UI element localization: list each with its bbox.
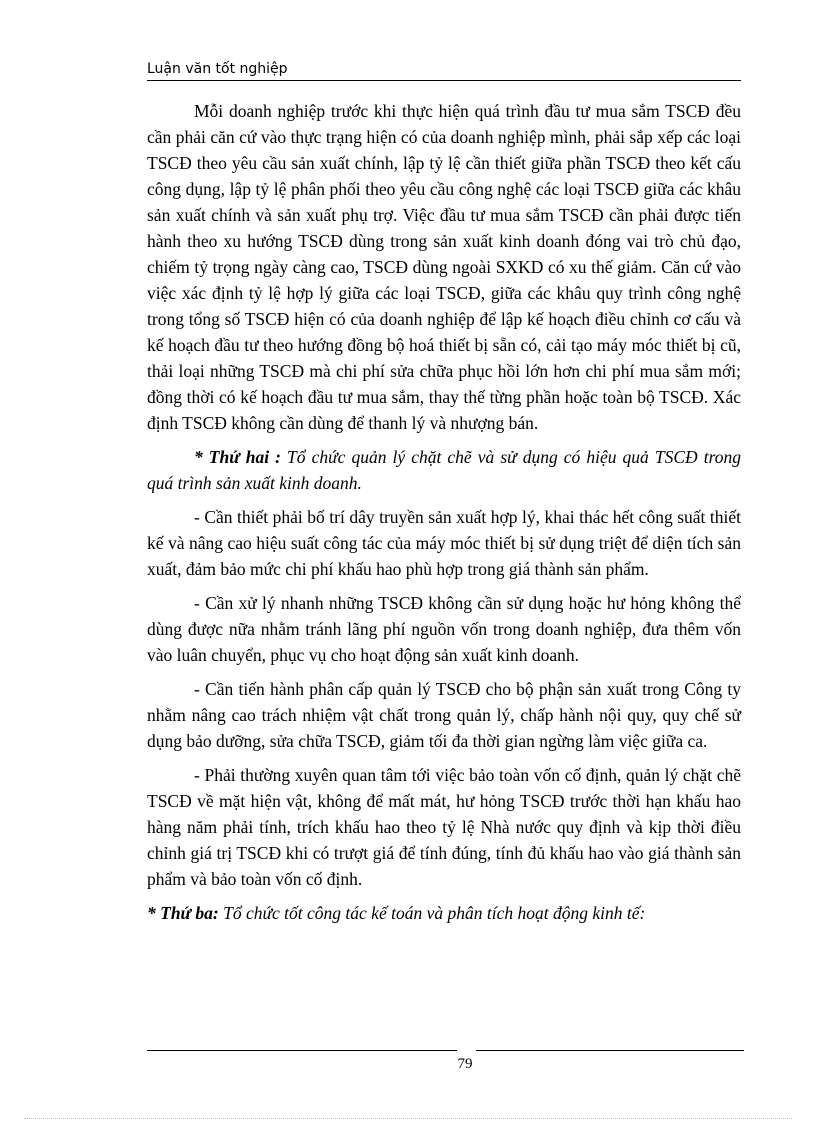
paragraph-bullet-4: - Phải thường xuyên quan tâm tới việc bảo toàn vốn cố định, quản lý chặt chẽ TSCĐ về mặt hiện vật, không để mất mát, hư hỏng TSCĐ trước thời hạn khấu hao hàng năm phải tính, trích khấu hao theo tỷ lệ Nhà nước quy định và kịp thời điều chỉnh giá trị TSCĐ khi có trượt giá để tính đúng, tính đủ khấu hao vào giá thành sản phẩm và bảo toàn vốn cố định. [147,765,741,889]
footer-rule-left [147,1050,457,1051]
page-number: 79 [457,1056,473,1072]
document-body [147,98,741,926]
section-heading-text: Tổ chức tốt công tác kế toán và phân tích hoạt động kinh tế: [218,903,646,923]
paragraph-intro: Mỗi doanh nghiệp trước khi thực hiện quá trình đầu tư mua sắm TSCĐ đều cần phải căn cứ vào thực trạng hiện có của doanh nghiệp mình, phải sắp xếp các loại TSCĐ theo yêu cầu sản xuất chính, lập tỷ lệ cần thiết giữa phần TSCĐ theo kết cấu công dụng, lập tỷ lệ phân phối theo yêu cầu công nghệ các loại TSCĐ giữa các khâu sản xuất chính và sản xuất phụ trợ. Việc đầu tư mua sắm TSCĐ cần phải được tiến hành theo xu hướng TSCĐ dùng trong sản xuất kinh doanh đóng vai trò chủ đạo, chiếm tỷ trọng ngày càng cao, TSCĐ dùng ngoài SXKD có xu thế giảm. Căn cứ vào việc xác định tỷ lệ hợp lý giữa các loại TSCĐ, giữa các khâu quy trình công nghệ trong tổng số TSCĐ hiện có của doanh nghiệp để lập kế hoạch điều chỉnh cơ cấu và kế hoạch đầu tư theo hướng đồng bộ hoá thiết bị sẵn có, cải tạo máy móc thiết bị cũ, thải loại những TSCĐ mà chi phí sửa chữa phục hồi lớn hơn chi phí mua sắm mới; đồng thời có kế hoạch đầu tư mua sắm, thay thế từng phần hoặc toàn bộ TSCĐ. Xác định TSCĐ không cần dùng để thanh lý và nhượng bán. [147,101,741,433]
page-bottom-divider [24,1118,792,1119]
running-header: Luận văn tốt nghiệp [147,60,741,81]
section-heading-text: Tổ chức quản lý chặt chẽ và sử dụng có hiệu quả TSCĐ trong quá trình sản xuất kinh doanh. [147,447,741,493]
paragraph-thu-ba [147,900,741,926]
paragraph-bullet-2: - Cần xử lý nhanh những TSCĐ không cần sử dụng hoặc hư hỏng không thể dùng được nữa nhằm tránh lãng phí nguồn vốn trong doanh nghiệp, đưa thêm vốn vào luân chuyển, phục vụ cho hoạt động sản xuất kinh doanh. [147,593,741,665]
paragraph-bullet-1: - Cần thiết phải bố trí dây truyền sản xuất hợp lý, khai thác hết công suất thiết kế và nâng cao hiệu suất công tác của máy móc thiết bị sử dụng triệt để diện tích sản xuất, đảm bảo mức chi phí khấu hao phù hợp trong giá thành sản phẩm. [147,507,741,579]
section-lead: * Thứ ba: [147,903,219,923]
footer-rule-right [476,1050,744,1051]
paragraph-thu-hai [147,444,741,496]
paragraph-bullet-3: - Cần tiến hành phân cấp quản lý TSCĐ cho bộ phận sản xuất trong Công ty nhằm nâng cao trách nhiệm vật chất trong quản lý, chấp hành nội quy, quy chế sử dụng bảo dưỡng, sửa chữa TSCĐ, giảm tối đa thời gian ngừng làm việc giữa ca. [147,679,741,751]
section-lead: * Thứ hai : [194,447,281,467]
